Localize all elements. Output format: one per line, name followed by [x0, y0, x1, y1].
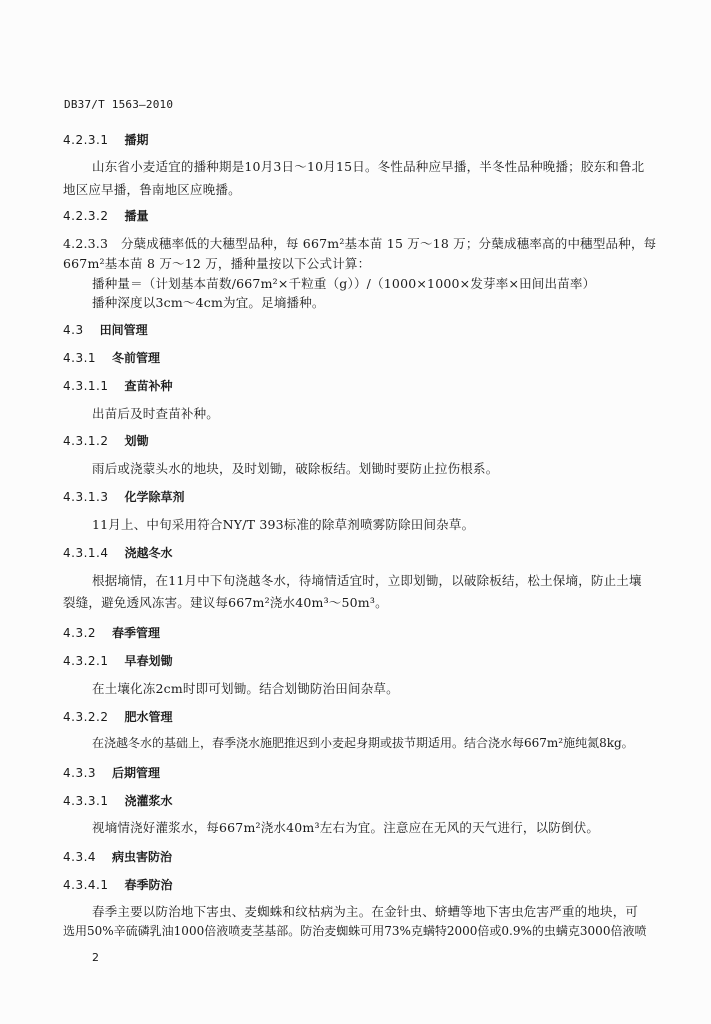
document-code: DB37/T 1563—2010: [64, 98, 174, 111]
paragraph-line: 出苗后及时查苗补种。: [92, 406, 220, 421]
heading-number: 4.3.4: [63, 850, 97, 864]
heading-title: 病虫害防治: [112, 850, 173, 864]
heading-number: 4.3.1.4: [63, 546, 109, 560]
heading-4-3-4: [63, 848, 172, 865]
formula-line: 播种量＝（计划基本苗数/667m²×千粒重（g））/（1000×1000×发芽率×田间出苗率）: [92, 276, 596, 291]
heading-4-3-3-1: [63, 792, 173, 809]
heading-title: 化学除草剂: [124, 490, 185, 504]
heading-number: 4.3.4.1: [63, 878, 109, 892]
paragraph-line: 667m²基本苗 8 万～12 万，播种量按以下公式计算：: [63, 256, 371, 271]
paragraph-line: 雨后或浇蒙头水的地块，及时划锄，破除板结。划锄时要防止拉伤根系。: [92, 461, 499, 476]
heading-4-3-2: [63, 624, 160, 641]
heading-title: 浇灌浆水: [124, 794, 173, 808]
heading-title: 冬前管理: [112, 351, 161, 365]
heading-title: 春季防治: [124, 878, 173, 892]
heading-4-3-1-4: [63, 544, 173, 561]
heading-number: 4.3.3: [63, 766, 97, 780]
heading-4-2-3-1: [63, 131, 149, 148]
heading-title: 肥水管理: [124, 710, 173, 724]
heading-4-3: [63, 321, 148, 338]
heading-4-3-2-1: [63, 652, 173, 669]
paragraph-line: 11月上、中旬采用符合NY/T 393标准的除草剂喷雾防除田间杂草。: [92, 517, 475, 532]
heading-number: 4.3.1: [63, 351, 97, 365]
heading-4-3-1-3: [63, 488, 185, 505]
paragraph-line: 地区应早播，鲁南地区应晚播。: [63, 182, 241, 197]
heading-4-3-1: [63, 349, 160, 366]
heading-4-2-3-2: [63, 207, 149, 224]
heading-title: 划锄: [124, 434, 149, 448]
heading-number: 4.3.1.3: [63, 490, 109, 504]
page-number: 2: [92, 951, 99, 964]
heading-number: 4.3.3.1: [63, 794, 109, 808]
paragraph-line: 在浇越冬水的基础上，春季浇水施肥推迟到小麦起身期或拔节期适用。结合浇水每667m²施纯氮8kg。: [92, 736, 634, 750]
heading-title: 播量: [124, 209, 149, 223]
paragraph-line: 4.2.3.3 分蘖成穗率低的大穗型品种，每 667m²基本苗 15 万～18 万；分蘖成穗率高的中穗型品种，每: [63, 236, 657, 251]
heading-number: 4.3.2.1: [63, 654, 109, 668]
heading-number: 4.3.1.1: [63, 379, 109, 393]
heading-title: 田间管理: [99, 323, 148, 337]
heading-number: 4.3.2.2: [63, 710, 109, 724]
heading-title: 春季管理: [112, 626, 161, 640]
heading-4-3-2-2: [63, 708, 173, 725]
heading-number: 4.3.1.2: [63, 434, 109, 448]
paragraph-line: 根据墒情，在11月中下旬浇越冬水，待墒情适宜时，立即划锄，以破除板结，松土保墒，防止土壤: [92, 573, 642, 588]
heading-number: 4.3: [63, 323, 84, 337]
heading-number: 4.2.3.2: [63, 209, 109, 223]
paragraph-line: 在土壤化冻2cm时即可划锄。结合划锄防治田间杂草。: [92, 681, 399, 696]
heading-title: 后期管理: [112, 766, 161, 780]
paragraph-line: 播种深度以3cm～4cm为宜。足墒播种。: [92, 295, 325, 310]
heading-title: 播期: [124, 133, 149, 147]
heading-number: 4.2.3.1: [63, 133, 109, 147]
paragraph-line: 春季主要以防治地下害虫、麦蜘蛛和纹枯病为主。在金针虫、蛴螬等地下害虫危害严重的地块，可: [92, 904, 639, 919]
heading-4-3-1-1: [63, 377, 173, 394]
heading-title: 早春划锄: [124, 654, 173, 668]
paragraph-line: 裂缝，避免透风冻害。建议每667m²浇水40m³～50m³。: [63, 595, 388, 610]
heading-title: 浇越冬水: [124, 546, 173, 560]
heading-4-3-4-1: [63, 876, 173, 893]
heading-4-3-3: [63, 764, 160, 781]
heading-4-3-1-2: [63, 432, 149, 449]
paragraph-line: 选用50%辛硫磷乳油1000倍液喷麦茎基部。防治麦蜘蛛可用73%克螨特2000倍或0.9%的虫螨克3000倍液喷: [63, 924, 647, 938]
paragraph-line: 山东省小麦适宜的播种期是10月3日～10月15日。冬性品种应早播，半冬性品种晚播；胶东和鲁北: [92, 159, 645, 174]
heading-title: 查苗补种: [124, 379, 173, 393]
paragraph-line: 视墒情浇好灌浆水，每667m²浇水40m³左右为宜。注意应在无风的天气进行，以防倒伏。: [92, 820, 600, 835]
heading-number: 4.3.2: [63, 626, 97, 640]
